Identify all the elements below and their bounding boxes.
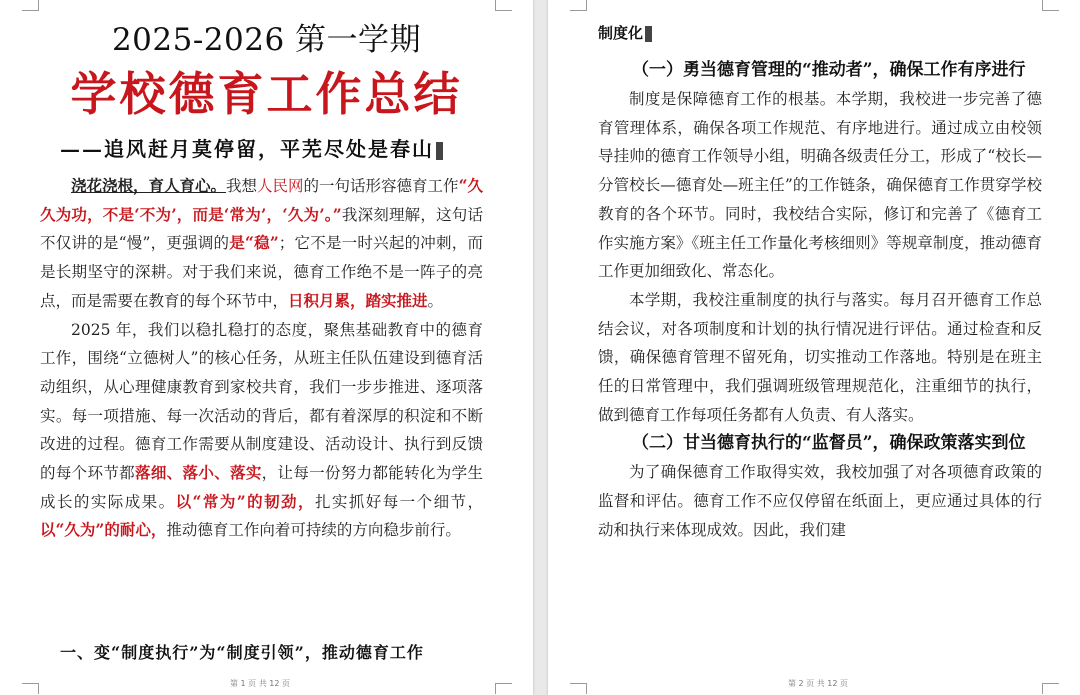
document-page-1 — [0, 0, 533, 695]
crop-mark — [22, 683, 39, 694]
section-heading: 一、变“制度执行”为“制度引领”，推动德育工作 — [60, 643, 424, 662]
document-title-year: 2025-2026 第一学期 — [111, 22, 422, 58]
crop-mark — [570, 0, 587, 11]
page-footer: 第 2 页 共 12 页 — [788, 679, 848, 688]
crop-mark — [1042, 0, 1059, 11]
text-run-red: 落细、落小、落实 — [135, 463, 262, 483]
text-run: 我想 — [226, 177, 258, 195]
paragraph: 本学期，我校注重制度的执行与落实。每月召开德育工作总结会议，对各项制度和计划的执行情况进行评估。通过检查和反馈，确保德育管理不留死角，切实推动工作落地。特别是在班主任的日常管理中，我们强调班级管理规范化，注重细节的执行，做到德育工作每项任务都有人负责、有人落实。 — [598, 290, 1042, 424]
paragraph: 制度是保障德育工作的根基。本学期，我校进一步完善了德育管理体系，确保各项工作规范、有序地进行。通过成立由校领导挂帅的德育工作领导小组，明确各级责任分工，形成了“校长—分管校长—德育处—班主任”的工作链条，确保德育工作贯穿学校教育的各个环节。同时，我校结合实际，修订和完善了《德育工作实施方案》《班主任工作量化考核细则》等规章制度，推动德育工作更加细致化、常态化。 — [598, 90, 1042, 281]
crop-mark — [495, 0, 512, 11]
body-text — [40, 172, 483, 545]
text-run-red: 人民网 — [257, 177, 304, 195]
text-run: 推动德育工作向着可持续的方向稳步前行。 — [166, 521, 461, 540]
crop-mark — [22, 0, 39, 11]
paragraph-mark-icon — [645, 26, 652, 42]
text-run-red: 是“稳” — [229, 233, 279, 253]
text-run: 2025 年，我们以稳扎稳打的态度，聚焦基础教育中的德育工作，围绕“立德树人”的核心任务，从班主任队伍建设到德育活动组织，从心理健康教育到家校共育，我们一步步推进、逐项落实。每一项措施、每一次活动的背后，都有着深厚的积淀和不断改进的过程。德育工作需要从制度建设、活动设计、执行到反馈的每个环节都 — [40, 320, 483, 483]
heading-continuation — [598, 22, 652, 43]
crop-mark — [570, 683, 587, 694]
crop-mark — [1042, 683, 1059, 694]
text-run: 扎实抓好每一个细节， — [314, 492, 483, 511]
paragraph — [40, 316, 483, 546]
document-title: 学校德育工作总结 — [70, 67, 463, 121]
crop-mark — [495, 683, 512, 694]
text-run: 。 — [427, 291, 444, 310]
text-run: 浇花浇根，育人育心。 — [71, 176, 227, 195]
text-run: ；它不是一时兴起的冲刺，而是长期坚守的深耕。对于我们来说，德育工作绝不是一阵子的亮点，而是需要在教育的每个环节中， — [40, 234, 483, 310]
text-run: 我深刻理解，这句话不仅讲的是“慢”，更强调的 — [40, 205, 483, 253]
subtitle-text: ——追风赶月莫停留，平芜尽处是春山 — [60, 137, 434, 161]
text-run-red: 以“常为”的韧劲， — [175, 491, 315, 511]
text-run: ，让每一份努力都能转化为学生成长的实际成果。 — [40, 464, 483, 511]
page2-body — [598, 56, 1042, 545]
page-footer: 第 1 页 共 12 页 — [230, 679, 290, 688]
document-subtitle — [60, 133, 443, 162]
text-run-red: 日积月累，踏实推进 — [288, 290, 428, 310]
paragraph: 为了确保德育工作取得实效，我校加强了对各项德育政策的监督和评估。德育工作不应仅停留在纸面上，更应通过具体的行动和执行来体现成效。因此，我们建 — [598, 463, 1042, 539]
subheading-1: （一）勇当德育管理的“推动者”，确保工作有序进行 — [632, 60, 1026, 80]
subheading-2: （二）甘当德育执行的“监督员”，确保政策落实到位 — [632, 433, 1026, 454]
text-run: 的一句话形容德育工作 — [303, 177, 459, 195]
paragraph — [40, 172, 483, 316]
paragraph-mark-icon — [436, 142, 443, 160]
text-run-red: “久久为功，不是‘不为’，而是‘常为’，‘久为’。” — [40, 176, 483, 224]
text-run-red: 以“久为”的耐心， — [40, 520, 167, 540]
heading-continuation-text: 制度化 — [598, 24, 644, 42]
